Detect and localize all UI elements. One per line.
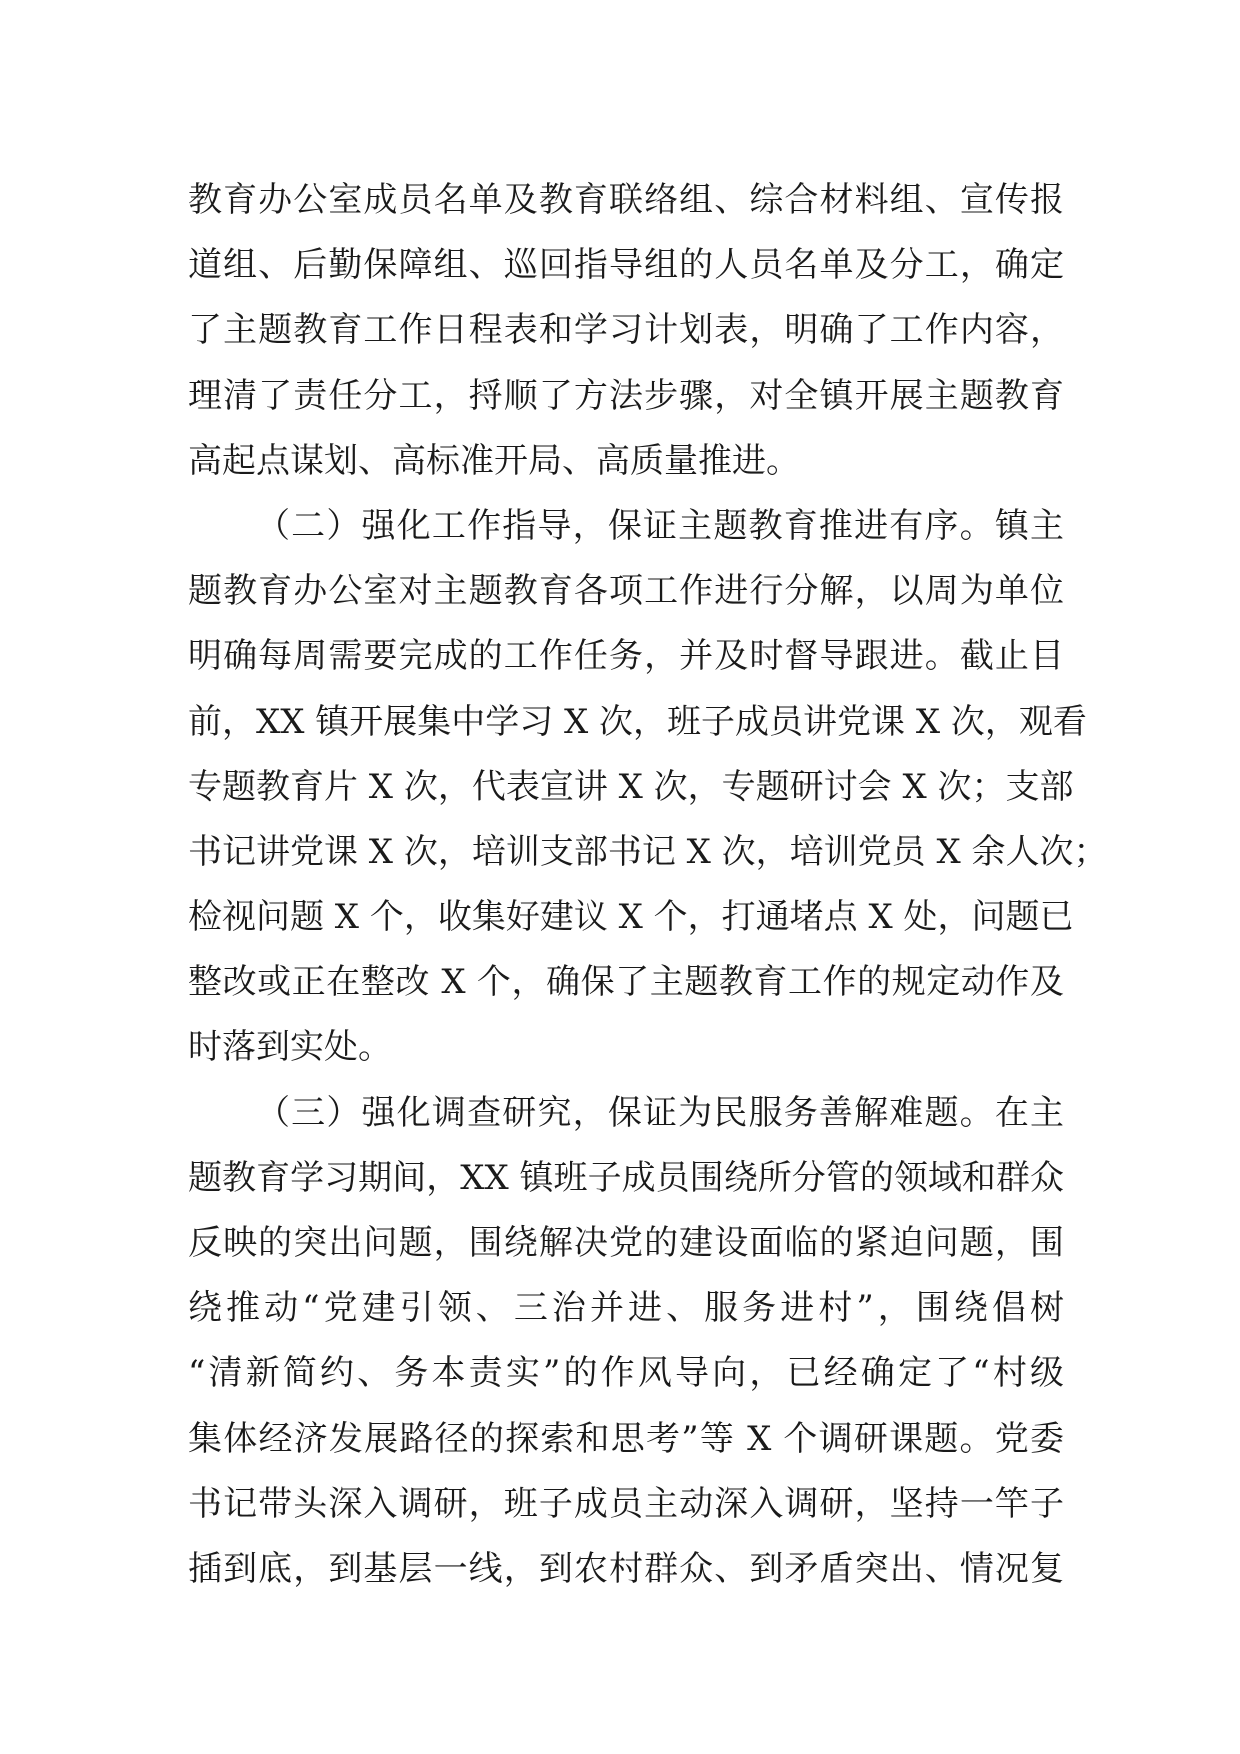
paragraph-line: 高起点谋划、高标准开局、高质量推进。 (188, 440, 800, 481)
paragraph-line: 时落到实处。 (188, 1027, 392, 1068)
paragraph-3 (188, 1081, 1064, 1603)
paragraph-line: 教育办公室成员名单及教育联络组、综合材料组、宣传报 (188, 180, 1064, 220)
paragraph-line: 插到底，到基层一线，到农村群众、到矛盾突出、情况复 (188, 1548, 1064, 1589)
paragraph-line: （二）强化工作指导，保证主题教育推进有序。镇主 (256, 505, 1064, 546)
paragraph-line: 绕推动“党建引领、三治并进、服务进村”，围绕倡树 (188, 1288, 1064, 1329)
paragraph-line: 明确每周需要完成的工作任务，并及时督导跟进。截止目 (188, 636, 1064, 677)
paragraph-line: 理清了责任分工，捋顺了方法步骤，对全镇开展主题教育 (188, 375, 1064, 416)
paragraph-line: 整改或正在整改 X 个，确保了主题教育工作的规定动作及 (188, 962, 1064, 1003)
paragraph-line: 题教育学习期间，XX 镇班子成员围绕所分管的领域和群众 (188, 1157, 1064, 1198)
paragraph-2 (188, 494, 1108, 1081)
paragraph-line: 专题教育片 X 次，代表宣讲 X 次，专题研讨会 X 次；支部 (188, 766, 1074, 807)
paragraph-line: 前，XX 镇开展集中学习 X 次，班子成员讲党课 X 次，观看 (188, 701, 1087, 742)
paragraph-line: 集体经济发展路径的探索和思考”等 X 个调研课题。党委 (188, 1418, 1064, 1459)
paragraph-line: 反映的突出问题，围绕解决党的建设面临的紧迫问题，围 (188, 1223, 1064, 1263)
document-body (188, 168, 1108, 1602)
paragraph-line: 了主题教育工作日程表和学习计划表，明确了工作内容， (188, 310, 1064, 351)
paragraph-line: 书记带头深入调研，班子成员主动深入调研，坚持一竿子 (188, 1483, 1064, 1524)
paragraph-line: “清新简约、务本责实”的作风导向，已经确定了“村级 (188, 1353, 1064, 1394)
paragraph-line: （三）强化调查研究，保证为民服务善解难题。在主 (256, 1092, 1064, 1133)
paragraph-1 (188, 168, 1064, 494)
paragraph-line: 检视问题 X 个，收集好建议 X 个，打通堵点 X 处，问题已 (188, 897, 1074, 938)
paragraph-line: 题教育办公室对主题教育各项工作进行分解，以周为单位 (188, 571, 1064, 612)
paragraph-line: 道组、后勤保障组、巡回指导组的人员名单及分工，确定 (188, 245, 1064, 286)
paragraph-line: 书记讲党课 X 次，培训支部书记 X 次，培训党员 X 余人次； (188, 831, 1108, 872)
